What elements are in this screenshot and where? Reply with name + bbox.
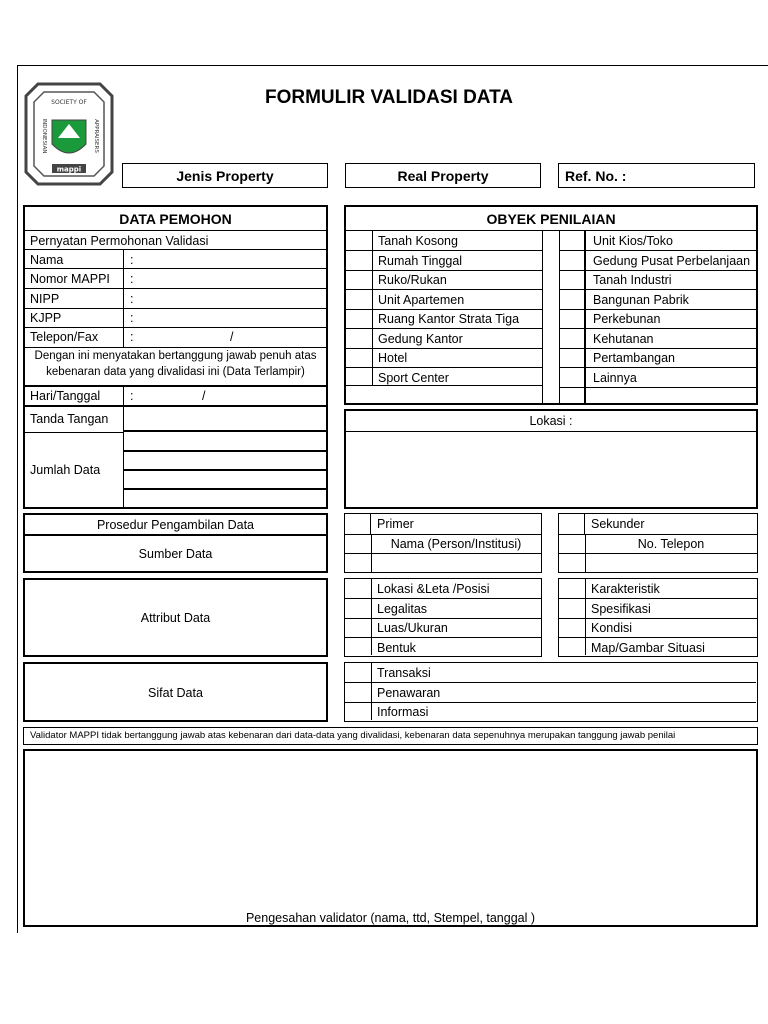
prosedur-label: Prosedur Pengambilan Data	[96, 518, 255, 532]
disclaimer-box	[23, 727, 758, 745]
sifat-item: Informasi	[377, 705, 429, 719]
divider	[25, 405, 326, 407]
jumlah-data-label: Jumlah Data	[30, 463, 101, 477]
attribut-left-item: Luas/Ukuran	[377, 621, 448, 635]
obyek-right-item-checkbox[interactable]	[559, 309, 585, 328]
nama-person-label: Nama (Person/Institusi)	[390, 537, 522, 551]
nipp-field[interactable]: :	[130, 292, 134, 306]
divider	[25, 268, 326, 269]
primer-box	[344, 513, 542, 573]
pengesahan-box[interactable]	[23, 749, 758, 927]
attribut-right-item: Karakteristik	[591, 582, 660, 596]
divider	[123, 430, 328, 432]
jenis-property-box	[122, 163, 328, 188]
obyek-left-item: Sport Center	[378, 370, 449, 385]
obyek-right-item-checkbox[interactable]	[559, 270, 585, 289]
divider	[345, 534, 541, 535]
mappi-logo	[22, 80, 116, 188]
sekunder-box	[558, 513, 758, 573]
divider	[346, 328, 543, 329]
pengesahan-label: Pengesahan validator (nama, ttd, Stempel, tanggal )	[245, 911, 536, 925]
request-label: Pernyatan Permohonan Validasi	[30, 234, 209, 248]
logo-right-text: APPRAISERS	[93, 119, 99, 153]
divider	[346, 270, 543, 271]
obyek-right-item: Pertambangan	[593, 351, 676, 365]
field-label: NIPP	[30, 292, 60, 306]
obyek-left-item-checkbox[interactable]	[346, 270, 372, 289]
statement-line-1: Dengan ini menyatakan bertanggung jawab penuh atas	[34, 350, 317, 362]
obyek-right-item: Tanah Industri	[593, 273, 672, 287]
divider	[559, 348, 756, 349]
attribut-left-item-checkbox[interactable]	[345, 579, 371, 598]
obyek-left-item: Unit Apartemen	[378, 292, 465, 307]
divider	[25, 230, 326, 231]
divider	[585, 230, 586, 405]
telepon-fax-field[interactable]: :	[130, 330, 134, 344]
divider	[25, 432, 123, 433]
obyek-penilaian-heading: OBYEK PENILAIAN	[486, 211, 616, 227]
no-telepon-label: No. Telepon	[637, 537, 705, 551]
sifat-item-checkbox[interactable]	[345, 702, 371, 721]
hari-separator: /	[202, 389, 206, 403]
attribut-right-item: Map/Gambar Situasi	[591, 640, 705, 655]
attribut-left-item-checkbox[interactable]	[345, 618, 371, 637]
page-top-border	[18, 65, 768, 66]
obyek-left-item: Ruang Kantor Strata Tiga	[378, 312, 520, 326]
hari-tanggal-field[interactable]: :	[130, 389, 134, 403]
data-pemohon-heading: DATA PEMOHON	[119, 211, 232, 227]
statement-line-2: kebenaran data yang divalidasi ini (Data Terlampir)	[46, 366, 305, 378]
obyek-right-item-checkbox[interactable]	[559, 231, 585, 250]
divider	[25, 385, 326, 387]
field-label: Nama	[30, 253, 64, 267]
attribut-right-item-checkbox[interactable]	[559, 599, 585, 618]
divider	[123, 385, 124, 509]
divider	[25, 288, 326, 289]
divider	[25, 249, 326, 250]
divider	[559, 328, 756, 329]
obyek-left-item-checkbox[interactable]	[346, 251, 372, 270]
primer-checkbox[interactable]	[345, 514, 371, 534]
attribut-right-item: Spesifikasi	[591, 601, 651, 616]
attribut-left-item: Bentuk	[377, 640, 416, 655]
attribut-right-item-checkbox[interactable]	[559, 618, 585, 637]
divider	[372, 230, 373, 385]
divider	[346, 431, 756, 432]
jenis-property-label: Jenis Property	[176, 168, 274, 184]
obyek-left-item: Tanah Kosong	[378, 234, 458, 248]
obyek-left-item: Rumah Tinggal	[378, 253, 463, 268]
divider	[123, 450, 328, 452]
obyek-left-item-checkbox[interactable]	[346, 348, 372, 367]
divider	[559, 637, 757, 638]
attribut-right-item-checkbox[interactable]	[559, 579, 585, 598]
obyek-left-item: Gedung Kantor	[378, 331, 463, 346]
divider	[346, 250, 543, 251]
attribut-right-box	[558, 578, 758, 657]
divider	[25, 534, 326, 536]
divider	[559, 598, 757, 599]
attribut-right-item: Kondisi	[591, 621, 632, 635]
divider	[559, 270, 756, 271]
obyek-right-item-checkbox[interactable]	[559, 368, 585, 387]
obyek-right-item-checkbox[interactable]	[559, 290, 585, 309]
obyek-left-item: Hotel	[378, 351, 408, 365]
divider	[25, 327, 326, 328]
divider	[345, 553, 541, 554]
divider	[345, 637, 541, 638]
attribut-left-item-checkbox[interactable]	[345, 599, 371, 618]
field-label: Nomor MAPPI	[30, 272, 110, 286]
obyek-left-item-checkbox[interactable]	[346, 329, 372, 348]
divider	[345, 598, 541, 599]
divider	[345, 702, 756, 703]
obyek-right-item-checkbox[interactable]	[559, 329, 585, 348]
obyek-right-item: Perkebunan	[593, 312, 661, 326]
obyek-left-item-checkbox[interactable]	[346, 309, 372, 328]
obyek-left-item-checkbox[interactable]	[346, 368, 372, 387]
obyek-right-item: Gedung Pusat Perbelanjaan	[593, 253, 751, 268]
obyek-penilaian-box	[344, 205, 758, 405]
divider	[346, 230, 756, 231]
sifat-data-label: Sifat Data	[148, 686, 203, 700]
divider	[346, 289, 543, 290]
nomor-mappi-field[interactable]: :	[130, 272, 134, 286]
divider	[559, 289, 756, 290]
divider	[346, 367, 543, 368]
form-title: FORMULIR VALIDASI DATA	[265, 87, 514, 108]
kjpp-field[interactable]: :	[130, 311, 134, 325]
obyek-right-item: Unit Kios/Toko	[593, 234, 673, 248]
attribut-left-item: Lokasi &Leta /Posisi	[377, 582, 490, 596]
logo-left-text: INDONESIAN	[41, 118, 47, 154]
obyek-left-item-checkbox[interactable]	[346, 290, 372, 309]
divider	[559, 387, 756, 388]
ref-no-field[interactable]	[558, 163, 755, 188]
divider	[25, 308, 326, 309]
obyek-right-item-checkbox[interactable]	[559, 348, 585, 367]
obyek-left-item: Ruko/Rukan	[378, 273, 447, 287]
sekunder-checkbox[interactable]	[559, 514, 585, 534]
obyek-right-item: Lainnya	[593, 370, 637, 385]
sifat-options-box	[344, 662, 758, 722]
sifat-data-box	[23, 662, 328, 722]
divider	[559, 618, 757, 619]
sumber-data-left-box	[23, 513, 328, 573]
divider	[559, 309, 756, 310]
divider	[346, 348, 543, 349]
divider	[559, 250, 756, 251]
hari-label: Hari/Tanggal	[30, 389, 101, 403]
obyek-left-item-checkbox[interactable]	[346, 231, 372, 250]
obyek-right-item: Bangunan Pabrik	[593, 292, 689, 307]
real-property-box	[345, 163, 541, 188]
field-label: KJPP	[30, 311, 62, 325]
obyek-right-item-checkbox[interactable]	[559, 251, 585, 270]
divider	[542, 230, 543, 405]
divider	[559, 367, 756, 368]
tanda-tangan-label: Tanda Tangan	[30, 412, 109, 426]
page-left-border	[17, 65, 18, 933]
real-property-label: Real Property	[397, 168, 489, 184]
telepon-separator: /	[230, 330, 234, 344]
lokasi-label: Lokasi :	[529, 414, 573, 428]
divider	[123, 469, 328, 471]
sekunder-label: Sekunder	[591, 517, 645, 531]
divider	[25, 347, 326, 348]
attribut-right-item-checkbox[interactable]	[559, 638, 585, 657]
sifat-item-checkbox[interactable]	[345, 663, 371, 682]
primer-label: Primer	[377, 517, 414, 531]
sifat-item-checkbox[interactable]	[345, 683, 371, 702]
divider	[123, 249, 124, 347]
logo-mappi-text: mappi	[56, 165, 82, 174]
divider	[123, 488, 328, 490]
divider	[559, 534, 757, 535]
ref-no-label: Ref. No. :	[565, 168, 627, 184]
attribut-data-label: Attribut Data	[140, 611, 211, 625]
logo-top-text: SOCIETY OF	[51, 99, 87, 106]
divider	[346, 309, 543, 310]
lokasi-box[interactable]	[344, 409, 758, 509]
divider	[346, 385, 543, 386]
attribut-data-box	[23, 578, 328, 657]
attribut-left-item-checkbox[interactable]	[345, 638, 371, 657]
divider	[345, 618, 541, 619]
disclaimer-text: Validator MAPPI tidak bertanggung jawab atas kebenaran dari data-data yang divalidasi, kebenaran data sepenuhnya merupakan tanggung jawab penilai	[30, 730, 676, 741]
obyek-right-item: Kehutanan	[593, 331, 654, 346]
divider	[559, 553, 757, 554]
attribut-left-box	[344, 578, 542, 657]
sumber-data-label: Sumber Data	[138, 547, 213, 561]
data-pemohon-box	[23, 205, 328, 509]
divider	[371, 663, 372, 720]
attribut-left-item: Legalitas	[377, 601, 428, 616]
field-label: Telepon/Fax	[30, 330, 99, 344]
divider	[345, 682, 756, 683]
sifat-item: Penawaran	[377, 685, 441, 700]
sifat-item: Transaksi	[377, 666, 431, 680]
nama-field[interactable]: :	[130, 253, 134, 267]
